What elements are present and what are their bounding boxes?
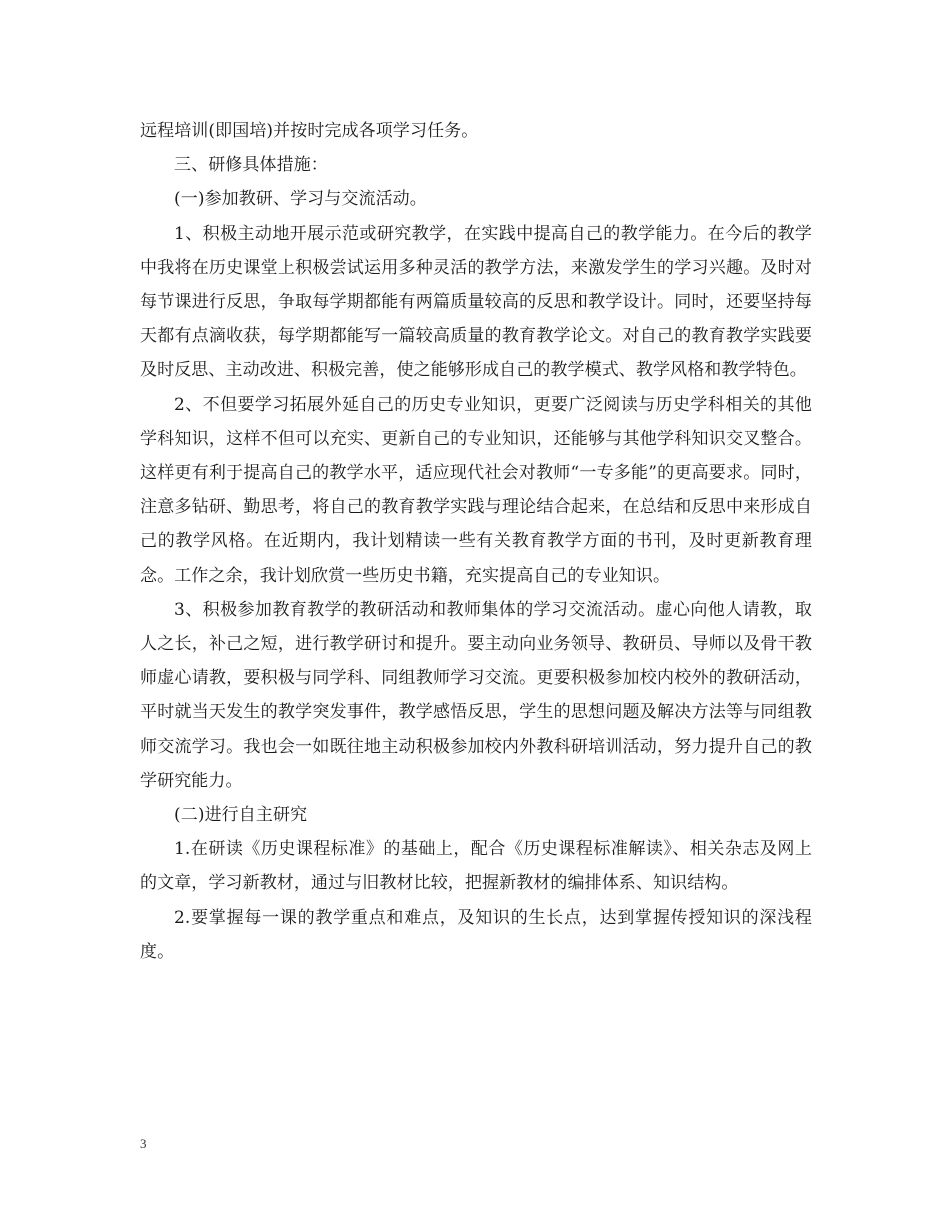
subsection-heading-activities: (一)参加教研、学习与交流活动。 [174, 189, 427, 210]
paragraph-continuation: 远程培训(即国培)并按时完成各项学习任务。 [140, 121, 479, 141]
paragraph-item-1: 1、积极主动地开展示范或研究教学，在实践中提高自己的教学能力。在今后的教学中我将在历史课堂上积极尝试运用多种灵活的教学方法，来激发学生的学习兴趣。及时对每节课进行反思，争取每学期都能有两篇质量较高的反思和教学设计。同时，还要坚持每天都有点滴收获，每学期都能写一篇较高质量的教育教学论文。对自己的教育教学实践要及时反思、主动改进、积极完善，使之能够形成自己的教学模式、教学风格和教学特色。 [140, 223, 812, 381]
paragraph-self-study-2: 2.要掌握每一课的教学重点和难点，及知识的生长点，达到掌握传授知识的深浅程度。 [140, 907, 812, 962]
paragraph-item-2: 2、不但要学习拓展外延自己的历史专业知识，更要广泛阅读与历史学科相关的其他学科知识，这样不但可以充实、更新自己的专业知识，还能够与其他学科知识交叉整合。这样更有利于提高自己的教学水平，适应现代社会对教师“一专多能”的更高要求。同时，注意多钻研、勤思考，将自己的教育教学实践与理论结合起来，在总结和反思中来形成自己的教学风格。在近期内，我计划精读一些有关教育教学方面的书刊，及时更新教育理念。工作之余，我计划欣赏一些历史书籍，充实提高自己的专业知识。 [140, 394, 812, 586]
document-body [140, 114, 812, 969]
section-heading-measures: 三、研修具体措施： [174, 155, 328, 176]
paragraph-item-3: 3、积极参加教育教学的教研活动和教师集体的学习交流活动。虚心向他人请教，取人之长，补己之短，进行教学研讨和提升。要主动向业务领导、教研员、导师以及骨干教师虚心请教，要积极与同学科、同组教师学习交流。更要积极参加校内校外的教研活动，平时就当天发生的教学突发事件，教学感悟反思，学生的思想问题及解决方法等与同组教师交流学习。我也会一如既往地主动积极参加校内外教科研培训活动，努力提升自己的教学研究能力。 [140, 599, 812, 791]
page-number: 3 [140, 1136, 147, 1151]
subsection-heading-self-study: (二)进行自主研究 [174, 805, 308, 826]
paragraph-self-study-1: 1.在研读《历史课程标准》的基础上，配合《历史课程标准解读》、相关杂志及网上的文章，学习新教材，通过与旧教材比较，把握新教材的编排体系、知识结构。 [140, 839, 812, 894]
